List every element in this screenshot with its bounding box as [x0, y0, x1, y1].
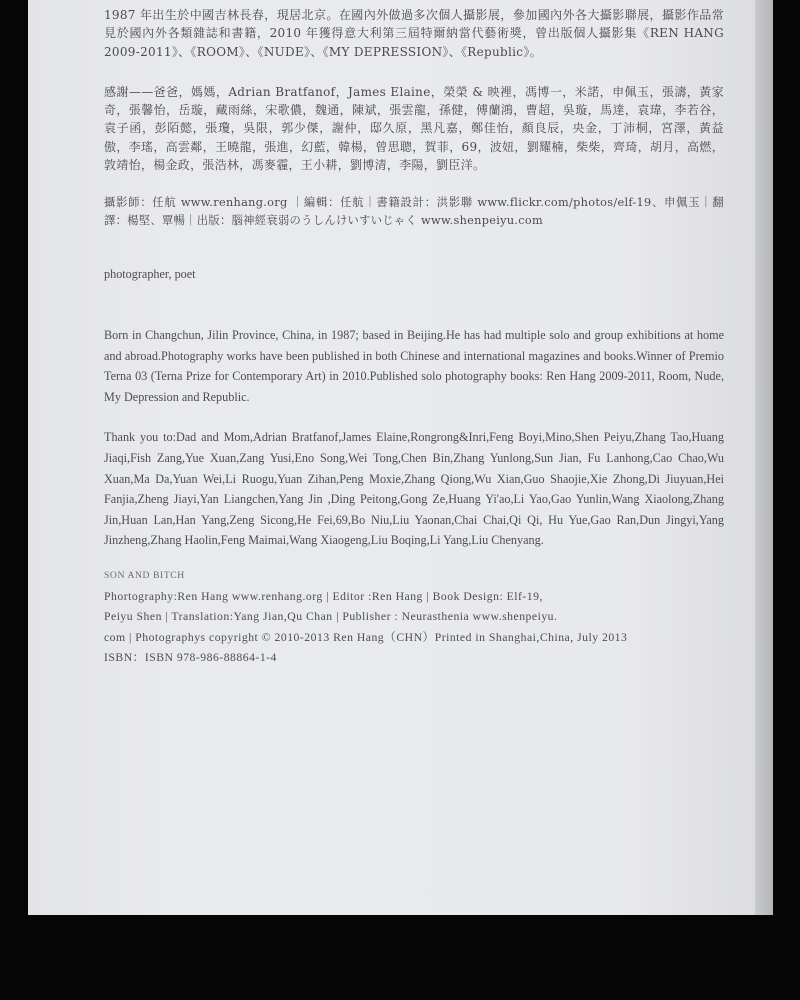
isbn-line: ISBN：ISBN 978-986-88864-1-4 — [104, 651, 277, 665]
english-credits — [104, 587, 724, 669]
english-acknowledgements: Thank you to:Dad and Mom,Adrian Bratfanof,James Elaine,Rongrong&Inri,Feng Boyi,Mino,Shen Peiyu,Zhang Tao,Huang Jiaqi,Fish Zang,Yue Xuan,Zang Yusi,Eno Song,Wei Tong,Chen Bin,Zhang Yunlong,Sun Jian, Fu Lanhong,Cao Chao,Wu Xuan,Ma Da,Yuan Wei,Li Ruogu,Yuan Zihan,Peng Moxie,Zhang Qiong,Wu Xian,Guo Shaojie,Xie Zhong,Di Jiuyuan,Hei Fanjia,Zheng Jiayi,Yan Liangchen,Yang Jin ,Ding Peitong,Gong Ze,Huang Yi'ao,Li Yao,Gao Yunlin,Wang Xiaolong,Zhang Jin,Huan Lan,Han Yang,Zeng Sicong,He Fei,69,Bo Niu,Liu Yaonan,Chai Chai,Qi Qi, Hu Yue,Gao Ran,Dun Jingyi,Yang Jinzheng,Zhang Haolin,Feng Maimai,Wang Xiaogeng,Liu Boqing,Li Yang,Liu Chenyang. — [104, 430, 724, 548]
book-page — [28, 0, 773, 915]
page-edge-shadow — [755, 0, 773, 915]
chinese-biography: 1987 年出生於中國吉林長春，現居北京。在國內外做過多次個人攝影展，參加國內外各大攝影聯展，攝影作品常見於國內外各類雜誌和書籍，2010 年獲得意大利第三屆特爾納當代藝術獎，曾出版個人攝影集《REN HANG 2009-2011》、《ROOM》、《NUDE》、《MY DEPRESSION》、《Republic》。 — [104, 8, 724, 59]
credits-line: com | Photographys copyright © 2010-2013 Ren Hang（CHN）Printed in Shanghai,China, July 2013 — [104, 630, 628, 644]
chinese-credits: 攝影師：任航 www.renhang.org ｜編輯：任航｜書籍設計：洪影聯 www.flickr.com/photos/elf-19、申佩玉｜翻譯：楊堅、覃暢｜出版：腦神經衰弱のうしんけいすいじゃく www.shenpeiyu.com — [104, 196, 724, 228]
credits-line: Phortography:Ren Hang www.renhang.org | Editor :Ren Hang | Book Design: Elf-19, — [104, 589, 543, 603]
author-role: photographer, poet — [104, 267, 196, 282]
credits-line: Peiyu Shen | Translation:Yang Jian,Qu Chan | Publisher : Neurasthenia www.shenpeiyu. — [104, 610, 558, 624]
chinese-acknowledgements: 感謝——爸爸，媽媽，Adrian Bratfanof，James Elaine，榮榮 & 映裡，馮博一，米諾，申佩玉，張濤，黃家奇，張馨怡，岳璇，藏雨絲，宋歌儂，魏通，陳斌，張雲龍，孫健，傅蘭鴻，曹超，吳璇，馬達，袁瑋，李若谷，袁子函，彭陌懿，張瓊，吳限，郭少傑，謝仲，邸久原，黑凡嘉，鄭佳怡，顏良辰，央金，丁沛桐，宮澤，黃益傲，李瑤，高雲鄰，王曉龍，張進，幻藍，韓楊，曾思聰，賀菲，69，波妞，劉耀楠，柴柴，齊琦，胡月，高燃，敦靖怡，楊金政，張浩林，馮麥霾，王小耕，劉博清，李陽，劉臣洋。 — [104, 84, 724, 173]
book-title: SON AND BITCH — [104, 569, 185, 581]
english-biography: Born in Changchun, Jilin Province, China, in 1987; based in Beijing.He has had multiple solo and group exhibitions at home and abroad.Photography works have been published in both Chinese and international magazines and books.Winner of Premio Terna 03 (Terna Prize for Contemporary Art) in 2010.Published solo photography books: Ren Hang 2009-2011, Room, Nude, My Depression and Republic. — [104, 327, 724, 404]
colophon-text — [104, 6, 724, 669]
